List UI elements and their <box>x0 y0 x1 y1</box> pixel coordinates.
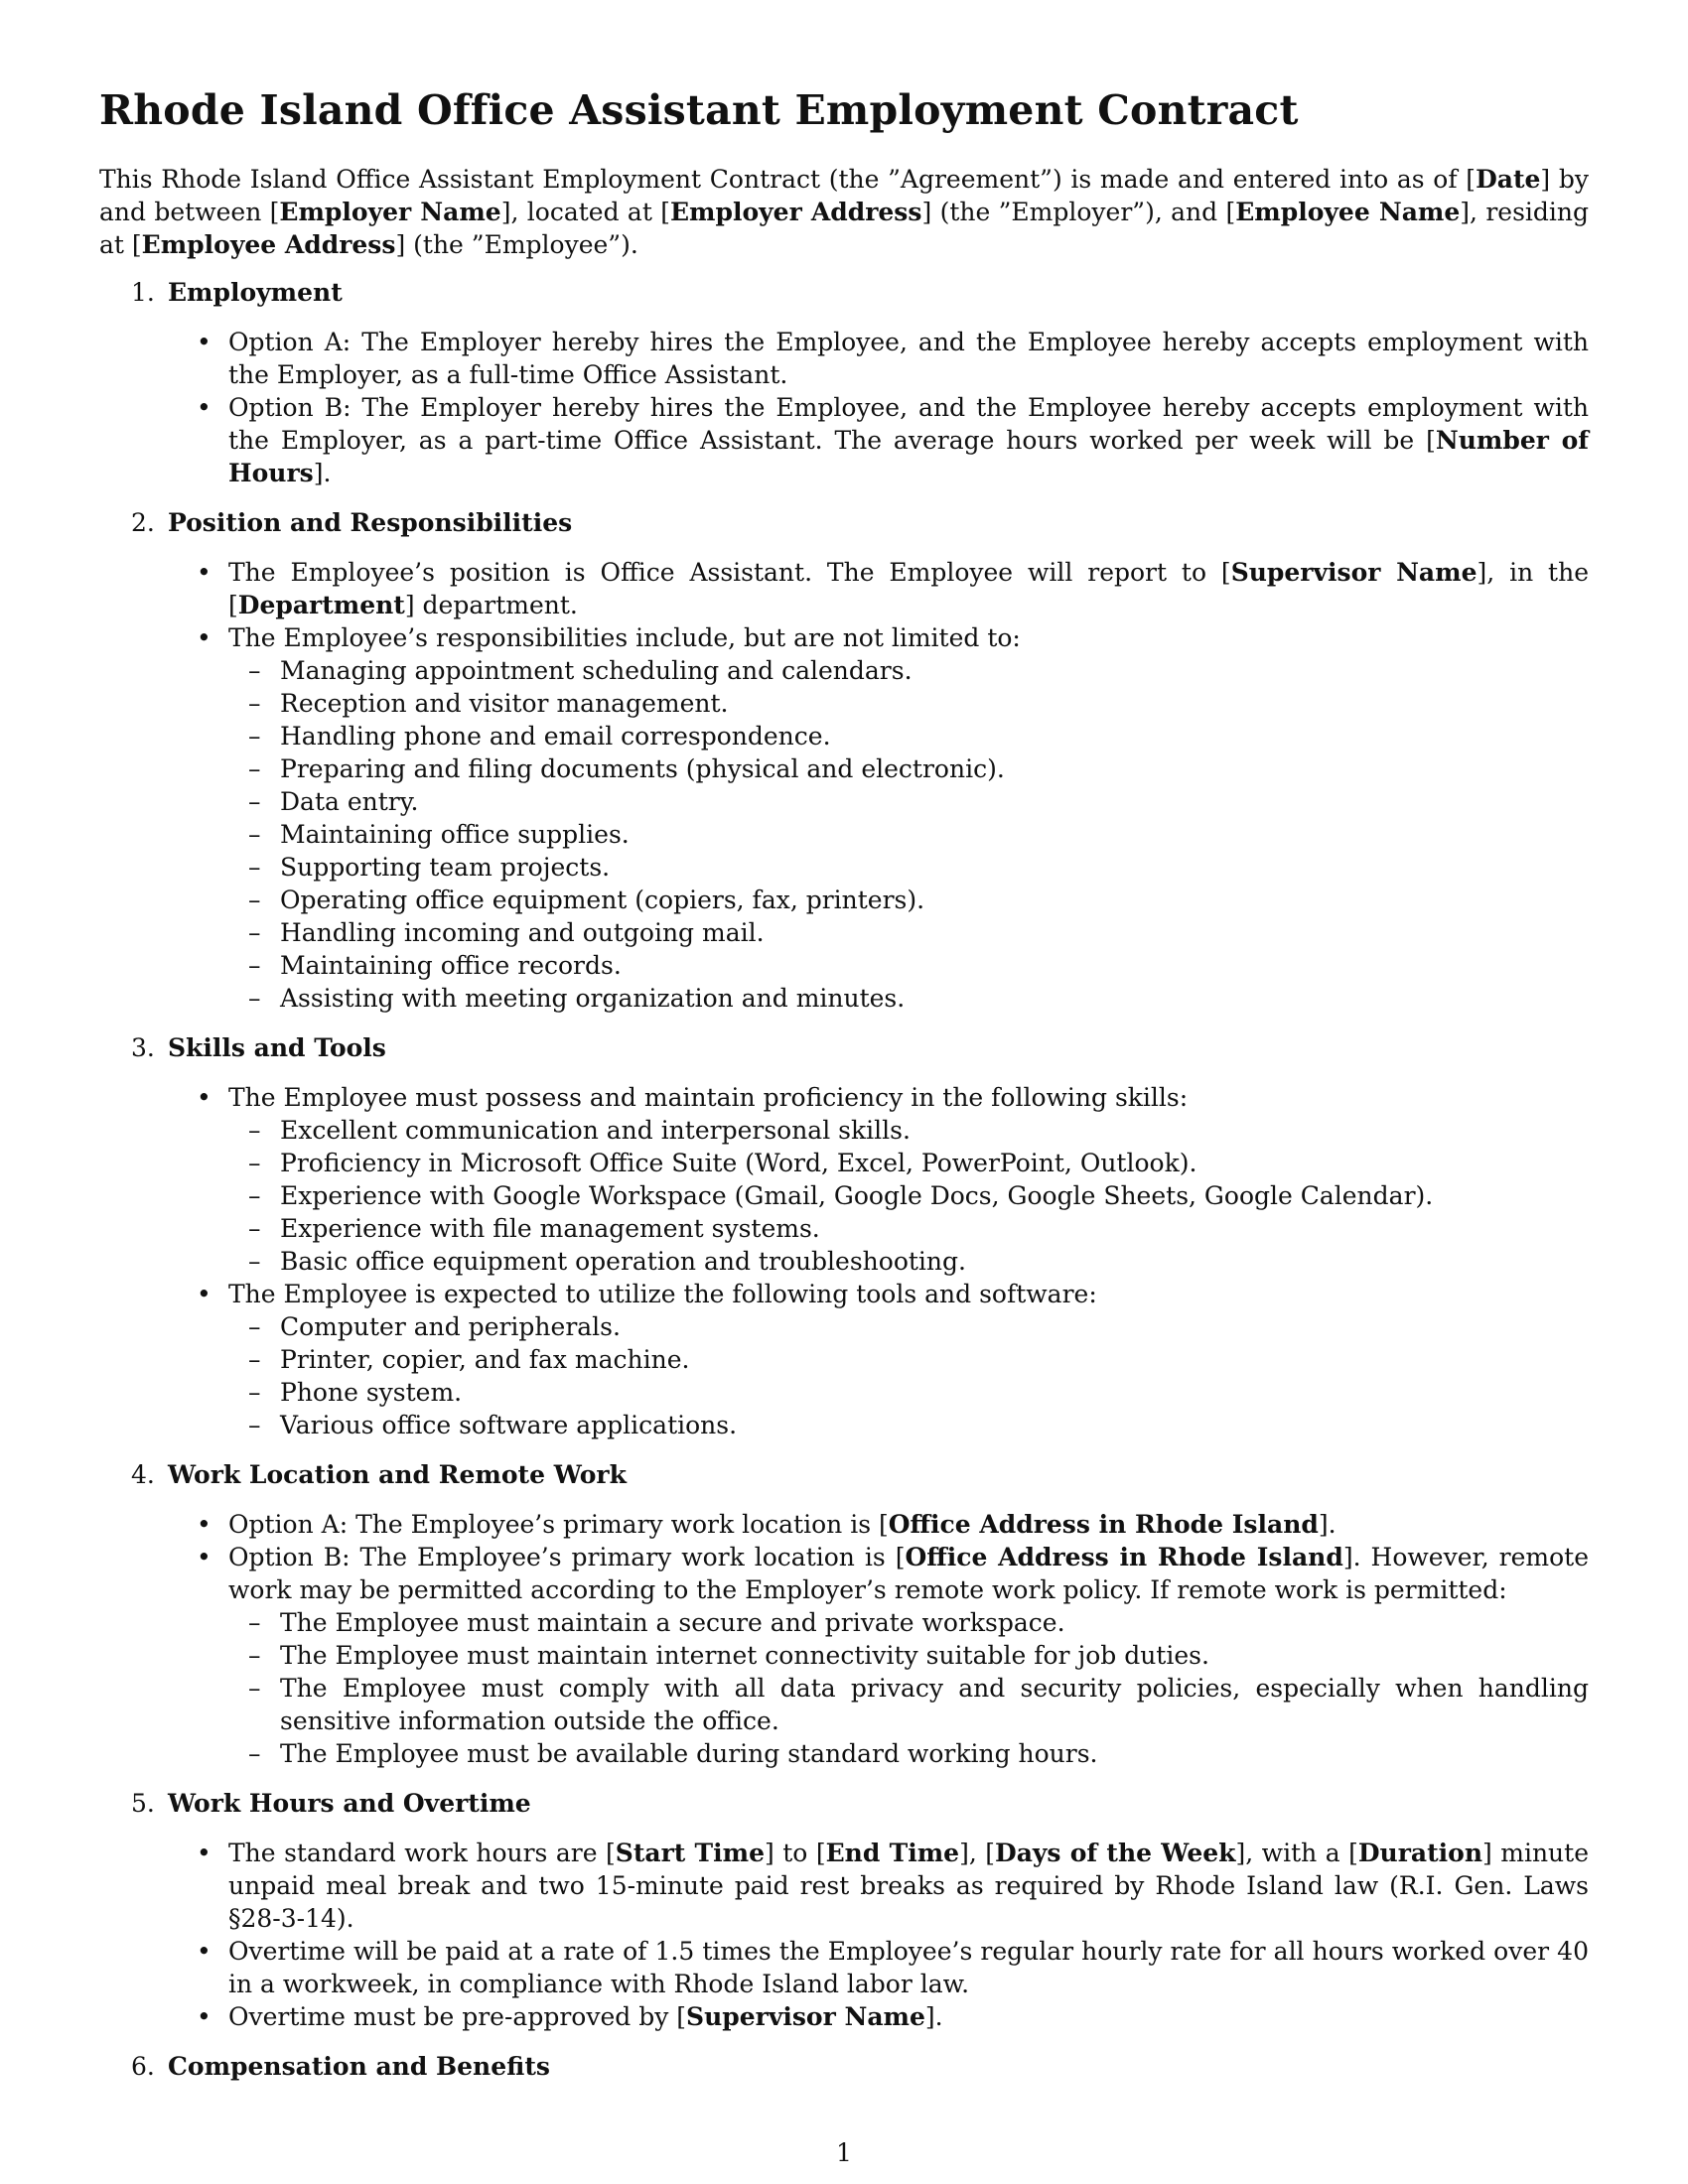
intro-paragraph <box>99 163 1589 261</box>
page-number: 1 <box>836 2138 852 2167</box>
sub-item-text: Excellent communication and interpersonal skills. <box>280 1116 911 1145</box>
dash-icon: – <box>248 656 261 685</box>
sub-item-text: Handling incoming and outgoing mail. <box>280 918 765 947</box>
sub-item-text: Handling phone and email correspondence. <box>280 722 831 751</box>
sub-item <box>0 687 1688 720</box>
bullet-item <box>0 1837 1688 1935</box>
sub-item <box>0 818 1688 851</box>
sub-item-text: Experience with file management systems. <box>280 1214 820 1243</box>
section-skills-and-tools <box>0 1031 1688 1441</box>
placeholder-office-address: Office Address in Rhode Island <box>888 1510 1319 1539</box>
sub-item-text: Assisting with meeting organization and minutes. <box>280 984 906 1013</box>
section-heading <box>0 2050 1688 2083</box>
dash-icon: – <box>248 1149 261 1177</box>
sub-item <box>0 1343 1688 1376</box>
sub-item <box>0 1737 1688 1770</box>
sub-item <box>0 720 1688 752</box>
dash-icon: – <box>248 1739 261 1768</box>
sub-item-text: Reception and visitor management. <box>280 689 729 718</box>
sub-item-text: The Employee must comply with all data privacy and security policies, especially when handling sensitive information outside the office. <box>280 1674 1589 1735</box>
bullet-item <box>0 391 1688 489</box>
section-title: Employment <box>168 278 343 307</box>
placeholder-number-of-hours: Number of Hours <box>228 426 1590 487</box>
bullet-item <box>0 1278 1688 1310</box>
sub-item-text: The Employee must maintain a secure and private workspace. <box>280 1608 1065 1637</box>
sub-item-text: Printer, copier, and fax machine. <box>280 1345 690 1374</box>
sub-item <box>0 785 1688 818</box>
dash-icon: – <box>248 951 261 980</box>
placeholder-duration: Duration <box>1357 1839 1482 1867</box>
section-number: 5. <box>131 1789 155 1818</box>
section-number: 2. <box>131 508 155 537</box>
sub-item-text: Basic office equipment operation and troubleshooting. <box>280 1247 966 1276</box>
bullet-text: The Employee’s position is Office Assistant. The Employee will report to [ <box>228 558 1231 587</box>
placeholder-employee-name: Employee Name <box>1235 198 1461 226</box>
bullet-text: ], with a [ <box>1235 1839 1358 1867</box>
section-position <box>0 506 1688 1015</box>
bullet-text: Option B: The Employer hereby hires the Employee, and the Employee hereby accepts employment with the Employer, as a part-time Office Assistant. The average hours worked per week will be [ <box>228 393 1589 455</box>
dash-icon: – <box>248 1378 261 1407</box>
dash-icon: – <box>248 1116 261 1145</box>
bullet-text: ]. <box>924 2002 943 2031</box>
intro-text: This Rhode Island Office Assistant Employment Contract (the ”Agreement”) is made and entered into as of [ <box>99 165 1477 194</box>
bullet-text: ], in the [ <box>228 558 1589 619</box>
sub-item-text: Preparing and filing documents (physical and electronic). <box>280 754 1005 783</box>
bullet-text: ] minute unpaid meal break and two 15-minute paid rest breaks as required by Rhode Island law (R.I. Gen. Laws §28-3-14). <box>228 1839 1589 1933</box>
bullet-icon: • <box>197 1543 211 1571</box>
bullet-item <box>0 556 1688 621</box>
sub-item-text: Maintaining office records. <box>280 951 622 980</box>
dash-icon: – <box>248 1641 261 1670</box>
section-title: Work Hours and Overtime <box>168 1789 531 1818</box>
dash-icon: – <box>248 820 261 849</box>
section-compensation <box>0 2050 1688 2083</box>
dash-icon: – <box>248 754 261 783</box>
bullet-item <box>0 1081 1688 1114</box>
section-employment <box>0 276 1688 489</box>
bullet-text: The standard work hours are [ <box>228 1839 616 1867</box>
bullet-icon: • <box>197 328 211 356</box>
bullet-text: The Employee is expected to utilize the following tools and software: <box>228 1280 1097 1308</box>
dash-icon: – <box>248 1312 261 1341</box>
bullet-text: ] to [ <box>765 1839 826 1867</box>
bullet-text: Option A: The Employee’s primary work location is [ <box>228 1510 889 1539</box>
bullet-icon: • <box>197 2002 211 2031</box>
placeholder-supervisor-name: Supervisor Name <box>1230 558 1477 587</box>
bullet-text: ]. However, remote work may be permitted according to the Employer’s remote work policy. If remote work is permitted: <box>228 1543 1589 1604</box>
bullet-icon: • <box>197 1839 211 1867</box>
bullet-item <box>0 621 1688 654</box>
sub-item <box>0 1245 1688 1278</box>
bullet-icon: • <box>197 393 211 422</box>
sub-item <box>0 1147 1688 1179</box>
intro-text: ], residing at [ <box>99 198 1590 259</box>
bullet-text: ] department. <box>404 591 578 619</box>
sub-item-text: Operating office equipment (copiers, fax, printers). <box>280 886 925 914</box>
bullet-icon: • <box>197 1937 211 1966</box>
bullet-item <box>0 1541 1688 1606</box>
sub-item <box>0 851 1688 884</box>
dash-icon: – <box>248 1181 261 1210</box>
section-work-hours <box>0 1787 1688 2033</box>
placeholder-end-time: End Time <box>825 1839 960 1867</box>
section-number: 4. <box>131 1460 155 1489</box>
placeholder-office-address: Office Address in Rhode Island <box>905 1543 1343 1571</box>
bullet-icon: • <box>197 1083 211 1112</box>
document-title: Rhode Island Office Assistant Employment Contract <box>99 86 1299 134</box>
placeholder-start-time: Start Time <box>615 1839 766 1867</box>
bullet-text: The Employee must possess and maintain proficiency in the following skills: <box>228 1083 1189 1112</box>
sub-item <box>0 752 1688 785</box>
section-title: Position and Responsibilities <box>168 508 573 537</box>
placeholder-employer-address: Employer Address <box>670 198 922 226</box>
sub-item-text: Computer and peripherals. <box>280 1312 621 1341</box>
dash-icon: – <box>248 1674 261 1703</box>
dash-icon: – <box>248 787 261 816</box>
bullet-text: Overtime must be pre-approved by [ <box>228 2002 687 2031</box>
sub-item-text: Phone system. <box>280 1378 463 1407</box>
sub-item-text: Maintaining office supplies. <box>280 820 630 849</box>
bullet-text: ]. <box>1318 1510 1336 1539</box>
placeholder-employee-address: Employee Address <box>141 230 396 259</box>
dash-icon: – <box>248 1345 261 1374</box>
dash-icon: – <box>248 853 261 882</box>
dash-icon: – <box>248 918 261 947</box>
bullet-text: ]. <box>313 459 332 487</box>
bullet-item <box>0 1508 1688 1541</box>
placeholder-supervisor-name: Supervisor Name <box>686 2002 925 2031</box>
section-heading <box>0 1787 1688 1820</box>
dash-icon: – <box>248 1247 261 1276</box>
bullet-icon: • <box>197 558 211 587</box>
placeholder-employer-name: Employer Name <box>279 198 501 226</box>
section-title: Skills and Tools <box>168 1033 386 1062</box>
intro-text: ] (the ”Employee”). <box>395 230 638 259</box>
sub-item <box>0 1212 1688 1245</box>
sub-item-text: Experience with Google Workspace (Gmail, Google Docs, Google Sheets, Google Calendar). <box>280 1181 1434 1210</box>
dash-icon: – <box>248 886 261 914</box>
bullet-text: The Employee’s responsibilities include, but are not limited to: <box>228 623 1021 652</box>
dash-icon: – <box>248 689 261 718</box>
bullet-icon: • <box>197 1280 211 1308</box>
section-number: 6. <box>131 2052 155 2081</box>
bullet-icon: • <box>197 1510 211 1539</box>
intro-text: ] (the ”Employer”), and [ <box>921 198 1236 226</box>
bullet-icon: • <box>197 623 211 652</box>
section-title: Compensation and Benefits <box>168 2052 550 2081</box>
section-number: 1. <box>131 278 155 307</box>
sub-item-text: Various office software applications. <box>280 1411 738 1439</box>
placeholder-days-of-week: Days of the Week <box>995 1839 1236 1867</box>
bullet-text: Option B: The Employee’s primary work location is [ <box>228 1543 906 1571</box>
sub-item <box>0 1639 1688 1672</box>
section-title: Work Location and Remote Work <box>168 1460 627 1489</box>
dash-icon: – <box>248 722 261 751</box>
dash-icon: – <box>248 984 261 1013</box>
sub-item <box>0 982 1688 1015</box>
placeholder-date: Date <box>1476 165 1541 194</box>
sub-item <box>0 1310 1688 1343</box>
bullet-text: Option A: The Employer hereby hires the Employee, and the Employee hereby accepts employment with the Employer, as a full-time Office Assistant. <box>228 328 1589 389</box>
sub-item-text: The Employee must maintain internet connectivity suitable for job duties. <box>280 1641 1209 1670</box>
intro-text: ] by and between [ <box>99 165 1590 226</box>
sub-item-text: Data entry. <box>280 787 419 816</box>
sub-item <box>0 949 1688 982</box>
section-work-location <box>0 1458 1688 1770</box>
bullet-item <box>0 1935 1688 2000</box>
bullet-text: Overtime will be paid at a rate of 1.5 times the Employee’s regular hourly rate for all hours worked over 40 in a workweek, in compliance with Rhode Island labor law. <box>228 1937 1589 1998</box>
section-heading <box>0 276 1688 309</box>
dash-icon: – <box>248 1608 261 1637</box>
sub-item <box>0 1179 1688 1212</box>
bullet-text: ], [ <box>959 1839 996 1867</box>
sub-item <box>0 1672 1688 1737</box>
sections-list <box>0 276 1688 2100</box>
placeholder-department: Department <box>237 591 405 619</box>
sub-item <box>0 1376 1688 1409</box>
sub-item-text: Proficiency in Microsoft Office Suite (Word, Excel, PowerPoint, Outlook). <box>280 1149 1197 1177</box>
sub-item <box>0 654 1688 687</box>
sub-item <box>0 916 1688 949</box>
sub-item <box>0 1409 1688 1441</box>
sub-item-text: The Employee must be available during standard working hours. <box>280 1739 1098 1768</box>
sub-item <box>0 884 1688 916</box>
section-heading <box>0 1458 1688 1491</box>
bullet-item <box>0 2000 1688 2033</box>
intro-text: ], located at [ <box>500 198 670 226</box>
dash-icon: – <box>248 1411 261 1439</box>
section-heading <box>0 1031 1688 1064</box>
sub-item-text: Managing appointment scheduling and calendars. <box>280 656 913 685</box>
section-heading <box>0 506 1688 539</box>
section-number: 3. <box>131 1033 155 1062</box>
sub-item <box>0 1114 1688 1147</box>
dash-icon: – <box>248 1214 261 1243</box>
bullet-item <box>0 326 1688 391</box>
sub-item-text: Supporting team projects. <box>280 853 611 882</box>
sub-item <box>0 1606 1688 1639</box>
